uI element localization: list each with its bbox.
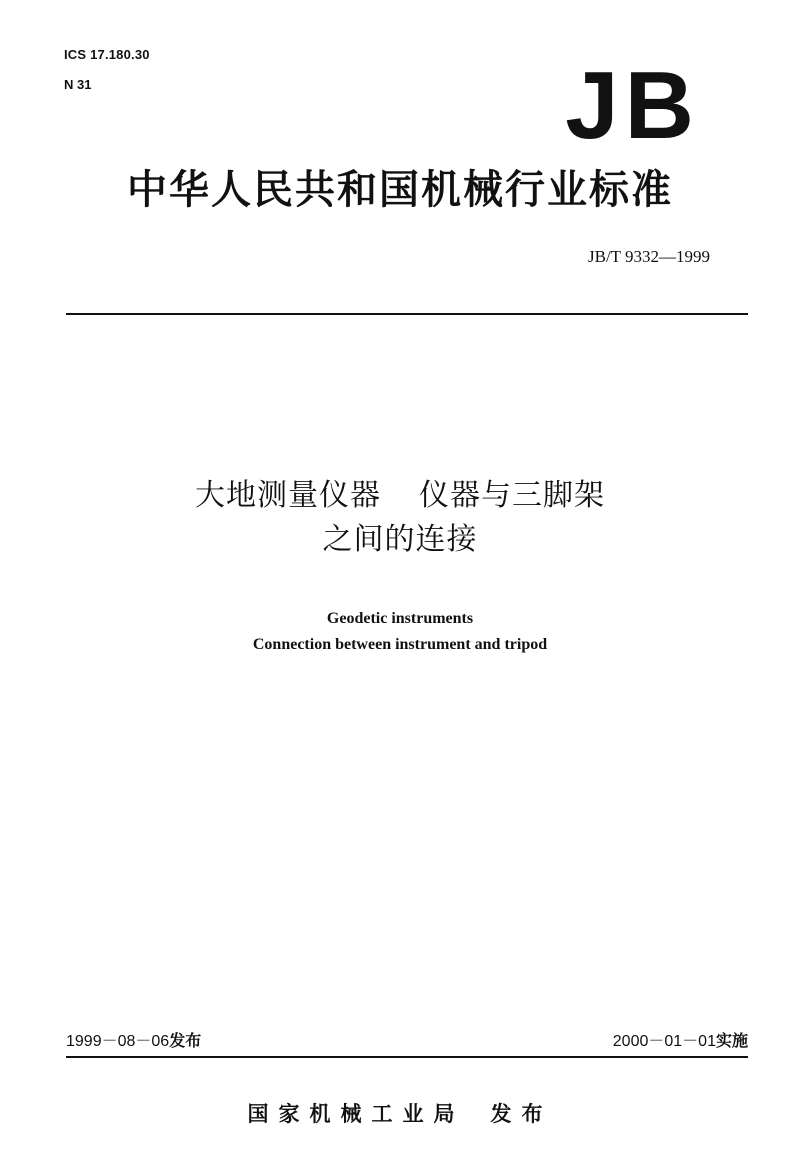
title-line-1: [0, 474, 800, 518]
issue-date: 1999－08－06: [66, 1033, 170, 1050]
header-divider: [66, 313, 748, 315]
jb-logo: JB: [565, 52, 700, 159]
title-part-2: 仪器与三脚架: [419, 478, 605, 513]
document-title-en: [0, 606, 800, 658]
ccs-code: N 31: [64, 77, 92, 92]
document-title-zh: [0, 474, 800, 562]
publisher-action: 发布: [490, 1102, 553, 1126]
publisher-name: 国家机械工业局: [247, 1102, 465, 1126]
en-title-line-1: Geodetic instruments: [326, 610, 474, 627]
ics-code: ICS 17.180.30: [64, 47, 150, 62]
issue-label: 发布: [169, 1031, 202, 1050]
title-line-2: 之间的连接: [322, 522, 478, 557]
issue-date-block: [66, 1030, 201, 1053]
standard-category-title: 中华人民共和国机械行业标准: [127, 167, 673, 213]
title-part-1: 大地测量仪器: [195, 478, 381, 513]
footer-divider: [66, 1056, 748, 1058]
en-title-line-2: Connection between instrument and tripod: [252, 636, 548, 653]
implement-label: 实施: [715, 1031, 748, 1050]
publisher-line: [0, 1098, 800, 1128]
implement-date-block: [613, 1030, 748, 1053]
implement-date: 2000－01－01: [612, 1033, 716, 1050]
standard-number: JB/T 9332—1999: [587, 247, 710, 266]
